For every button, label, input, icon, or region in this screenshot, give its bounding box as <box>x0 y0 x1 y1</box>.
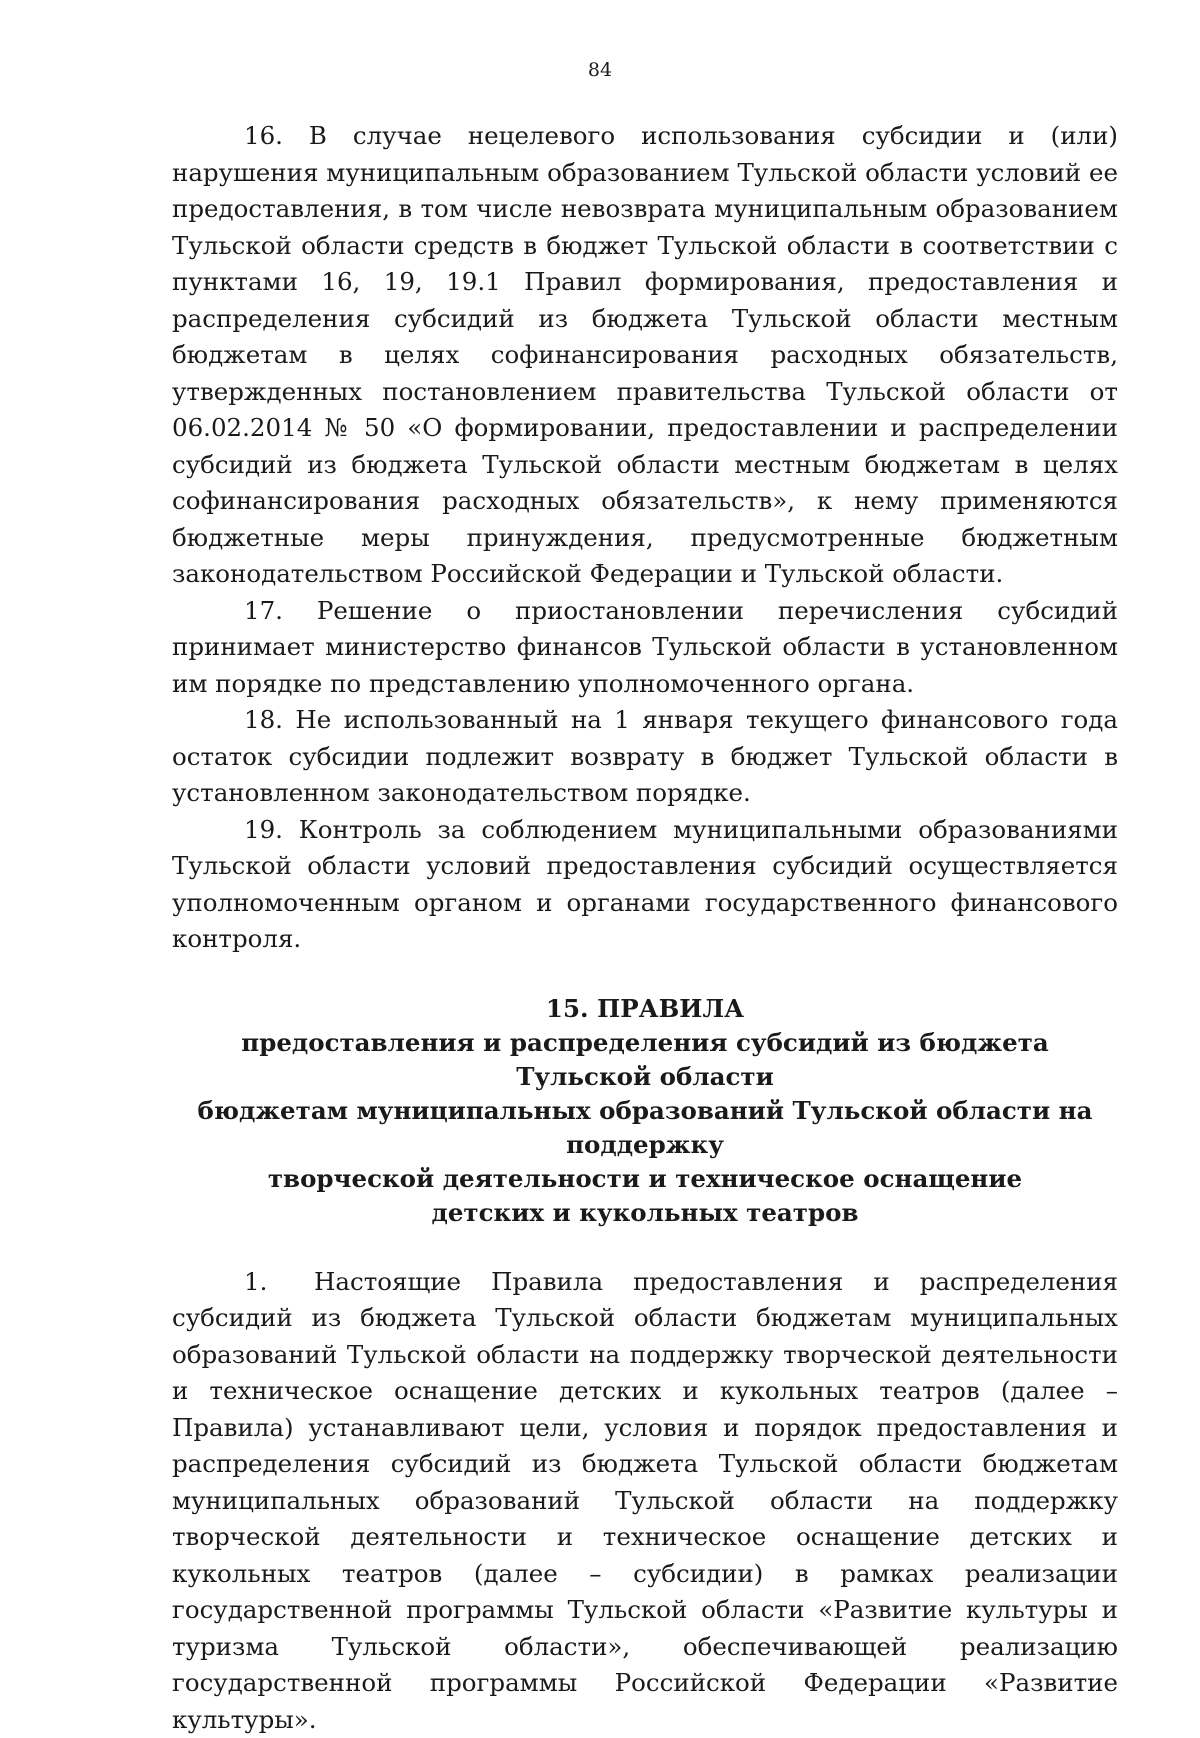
paragraph-19: 19. Контроль за соблюдением муниципальными образованиями Тульской области условий предоставления субсидий осуществляется уполномоченным органом и органами государственного финансового контроля. <box>172 812 1118 958</box>
section-heading <box>172 992 1118 1230</box>
section-subtitle-line-3: творческой деятельности и техническое оснащение <box>172 1162 1118 1196</box>
page-number: 84 <box>0 58 1200 82</box>
paragraph-17: 17. Решение о приостановлении перечисления субсидий принимает министерство финансов Тульской области в установленном им порядке по представлению уполномоченного органа. <box>172 593 1118 703</box>
section-subtitle-line-1: предоставления и распределения субсидий из бюджета Тульской области <box>172 1026 1118 1094</box>
paragraph-18: 18. Не использованный на 1 января текущего финансового года остаток субсидии подлежит возврату в бюджет Тульской области в установленном законодательством порядке. <box>172 702 1118 812</box>
section-subtitle-line-4: детских и кукольных театров <box>172 1196 1118 1230</box>
document-body <box>172 118 1118 1738</box>
rules-paragraph-1 <box>172 1264 1118 1738</box>
section-title: 15. ПРАВИЛА <box>172 992 1118 1026</box>
paragraph-text: Настоящие Правила предоставления и распределения субсидий из бюджета Тульской области бюджетам муниципальных образований Тульской области на поддержку творческой деятельности и техническое оснащение детских и кукольных театров (далее – Правила) устанавливают цели, условия и порядок предоставления и распределения субсидий из бюджета Тульской области бюджетам муниципальных образований Тульской области на поддержку творческой деятельности и техническое оснащение детских и кукольных театров (далее – субсидии) в рамках реализации государственной программы Тульской области «Развитие культуры и туризма Тульской области», обеспечивающей реализацию государственной программы Российской Федерации «Развитие культуры». <box>172 1267 1118 1734</box>
paragraph-number: 1. <box>244 1264 314 1301</box>
paragraph-16: 16. В случае нецелевого использования субсидии и (или) нарушения муниципальным образованием Тульской области условий ее предоставления, в том числе невозврата муниципальным образованием Тульской области средств в бюджет Тульской области в соответствии с пунктами 16, 19, 19.1 Правил формирования, предоставления и распределения субсидий из бюджета Тульской области местным бюджетам в целях софинансирования расходных обязательств, утвержденных постановлением правительства Тульской области от 06.02.2014 № 50 «О формировании, предоставлении и распределении субсидий из бюджета Тульской области местным бюджетам в целях софинансирования расходных обязательств», к нему применяются бюджетные меры принуждения, предусмотренные бюджетным законодательством Российской Федерации и Тульской области. <box>172 118 1118 593</box>
section-subtitle-line-2: бюджетам муниципальных образований Тульской области на поддержку <box>172 1094 1118 1162</box>
